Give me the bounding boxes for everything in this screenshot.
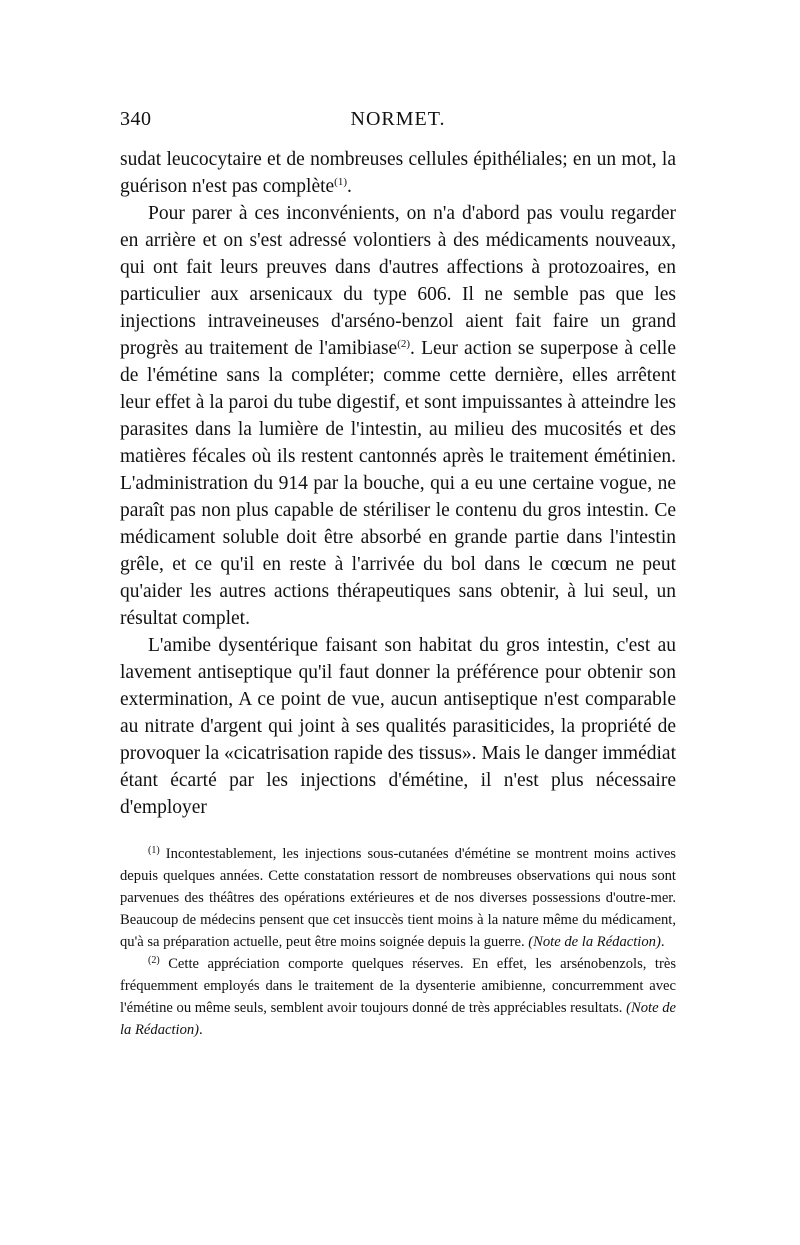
footnote-end: . [660,934,665,950]
editor-note-credit: (Note de la Rédaction) [120,1000,676,1038]
paragraph-text: sudat leucocytaire et de nombreuses cellules épithéliales; en un mot, la guérison n'est pas complète [120,149,676,197]
footnote-mark: (1) [148,845,160,856]
running-head [120,108,676,142]
paragraph-enema [120,632,676,821]
body-text [120,146,676,821]
paragraph-continued [120,146,676,200]
footnote-end: . [199,1022,203,1038]
running-title: NORMET. [350,108,446,130]
footnote-text: Cette appréciation comporte quelques réserves. En effet, les arsénobenzols, très fréquemment employés dans le traitement de la dysenterie amibienne, concurremment avec l'émétine ou même seuls, semblent avoir toujours donné de très appréciables resultats. [120,956,677,1016]
footnotes [120,843,676,1041]
footnote-mark: (2) [148,955,160,966]
editor-note-credit: (Note de la Rédaction) [528,934,661,950]
footnote [120,843,676,953]
page-number: 340 [120,108,152,130]
paragraph-arsenicals [120,200,676,632]
footnote-reference: (2) [397,338,411,350]
footnote-text: Incontestablement, les injections sous-cutanées d'émétine se montrent moins actives depuis quelques années. Cette constatation ressort de nombreuses observations qui nous sont parvenues des théâtres des opérations extérieures et de nos diverses possessions d'outre-mer. Beaucoup de médecins pensent que cet insuccès tient moins à la nature même du médicament, qu'à sa préparation actuelle, peut être moins soignée depuis la guerre. [120,846,676,950]
paragraph-text: . [347,176,352,197]
footnote-reference: (1) [334,176,347,188]
paragraph-text: Pour parer à ces inconvénients, on n'a d'abord pas voulu regarder en arrière et on s'est adressé volontiers à des médicaments nouveaux, qui ont fait leurs preuves dans d'autres affections à protozoaires, en particulier aux arsenicaux du type 606. Il ne semble pas que les injections intraveineuses d'arséno-benzol aient fait faire un grand progrès au traitement de l'amibiase [120,203,676,359]
book-page [120,108,676,1041]
paragraph-text: . Leur action se superpose à celle de l'émétine sans la compléter; comme cette dernière, elles arrêtent leur effet à la paroi du tube digestif, et sont impuissantes à atteindre les parasites dans la lumière de l'intestin, au milieu des mucosités et des matières fécales où ils restent cantonnés après le traitement émétinien. L'administration du 914 par la bouche, qui a eu une certaine vogue, ne paraît pas non plus capable de stériliser le contenu du gros intestin. Ce médicament soluble doit être absorbé en grande partie dans l'intestin grêle, et ce qu'il en reste à l'arrivée du bol dans le cœcum ne peut qu'aider les autres actions thérapeutiques sans obtenir, à lui seul, un résultat complet. [120,338,677,629]
footnote [120,953,676,1041]
paragraph-text: L'amibe dysentérique faisant son habitat du gros intestin, c'est au lavement antiseptique qu'il faut donner la préférence pour obtenir son extermination, A ce point de vue, aucun antiseptique n'est comparable au nitrate d'argent qui joint à ses qualités parasiticides, la propriété de provoquer la «cicatrisation rapide des tissus». Mais le danger immédiat étant écarté par les injections d'émétine, il n'est plus nécessaire d'employer [120,635,676,818]
